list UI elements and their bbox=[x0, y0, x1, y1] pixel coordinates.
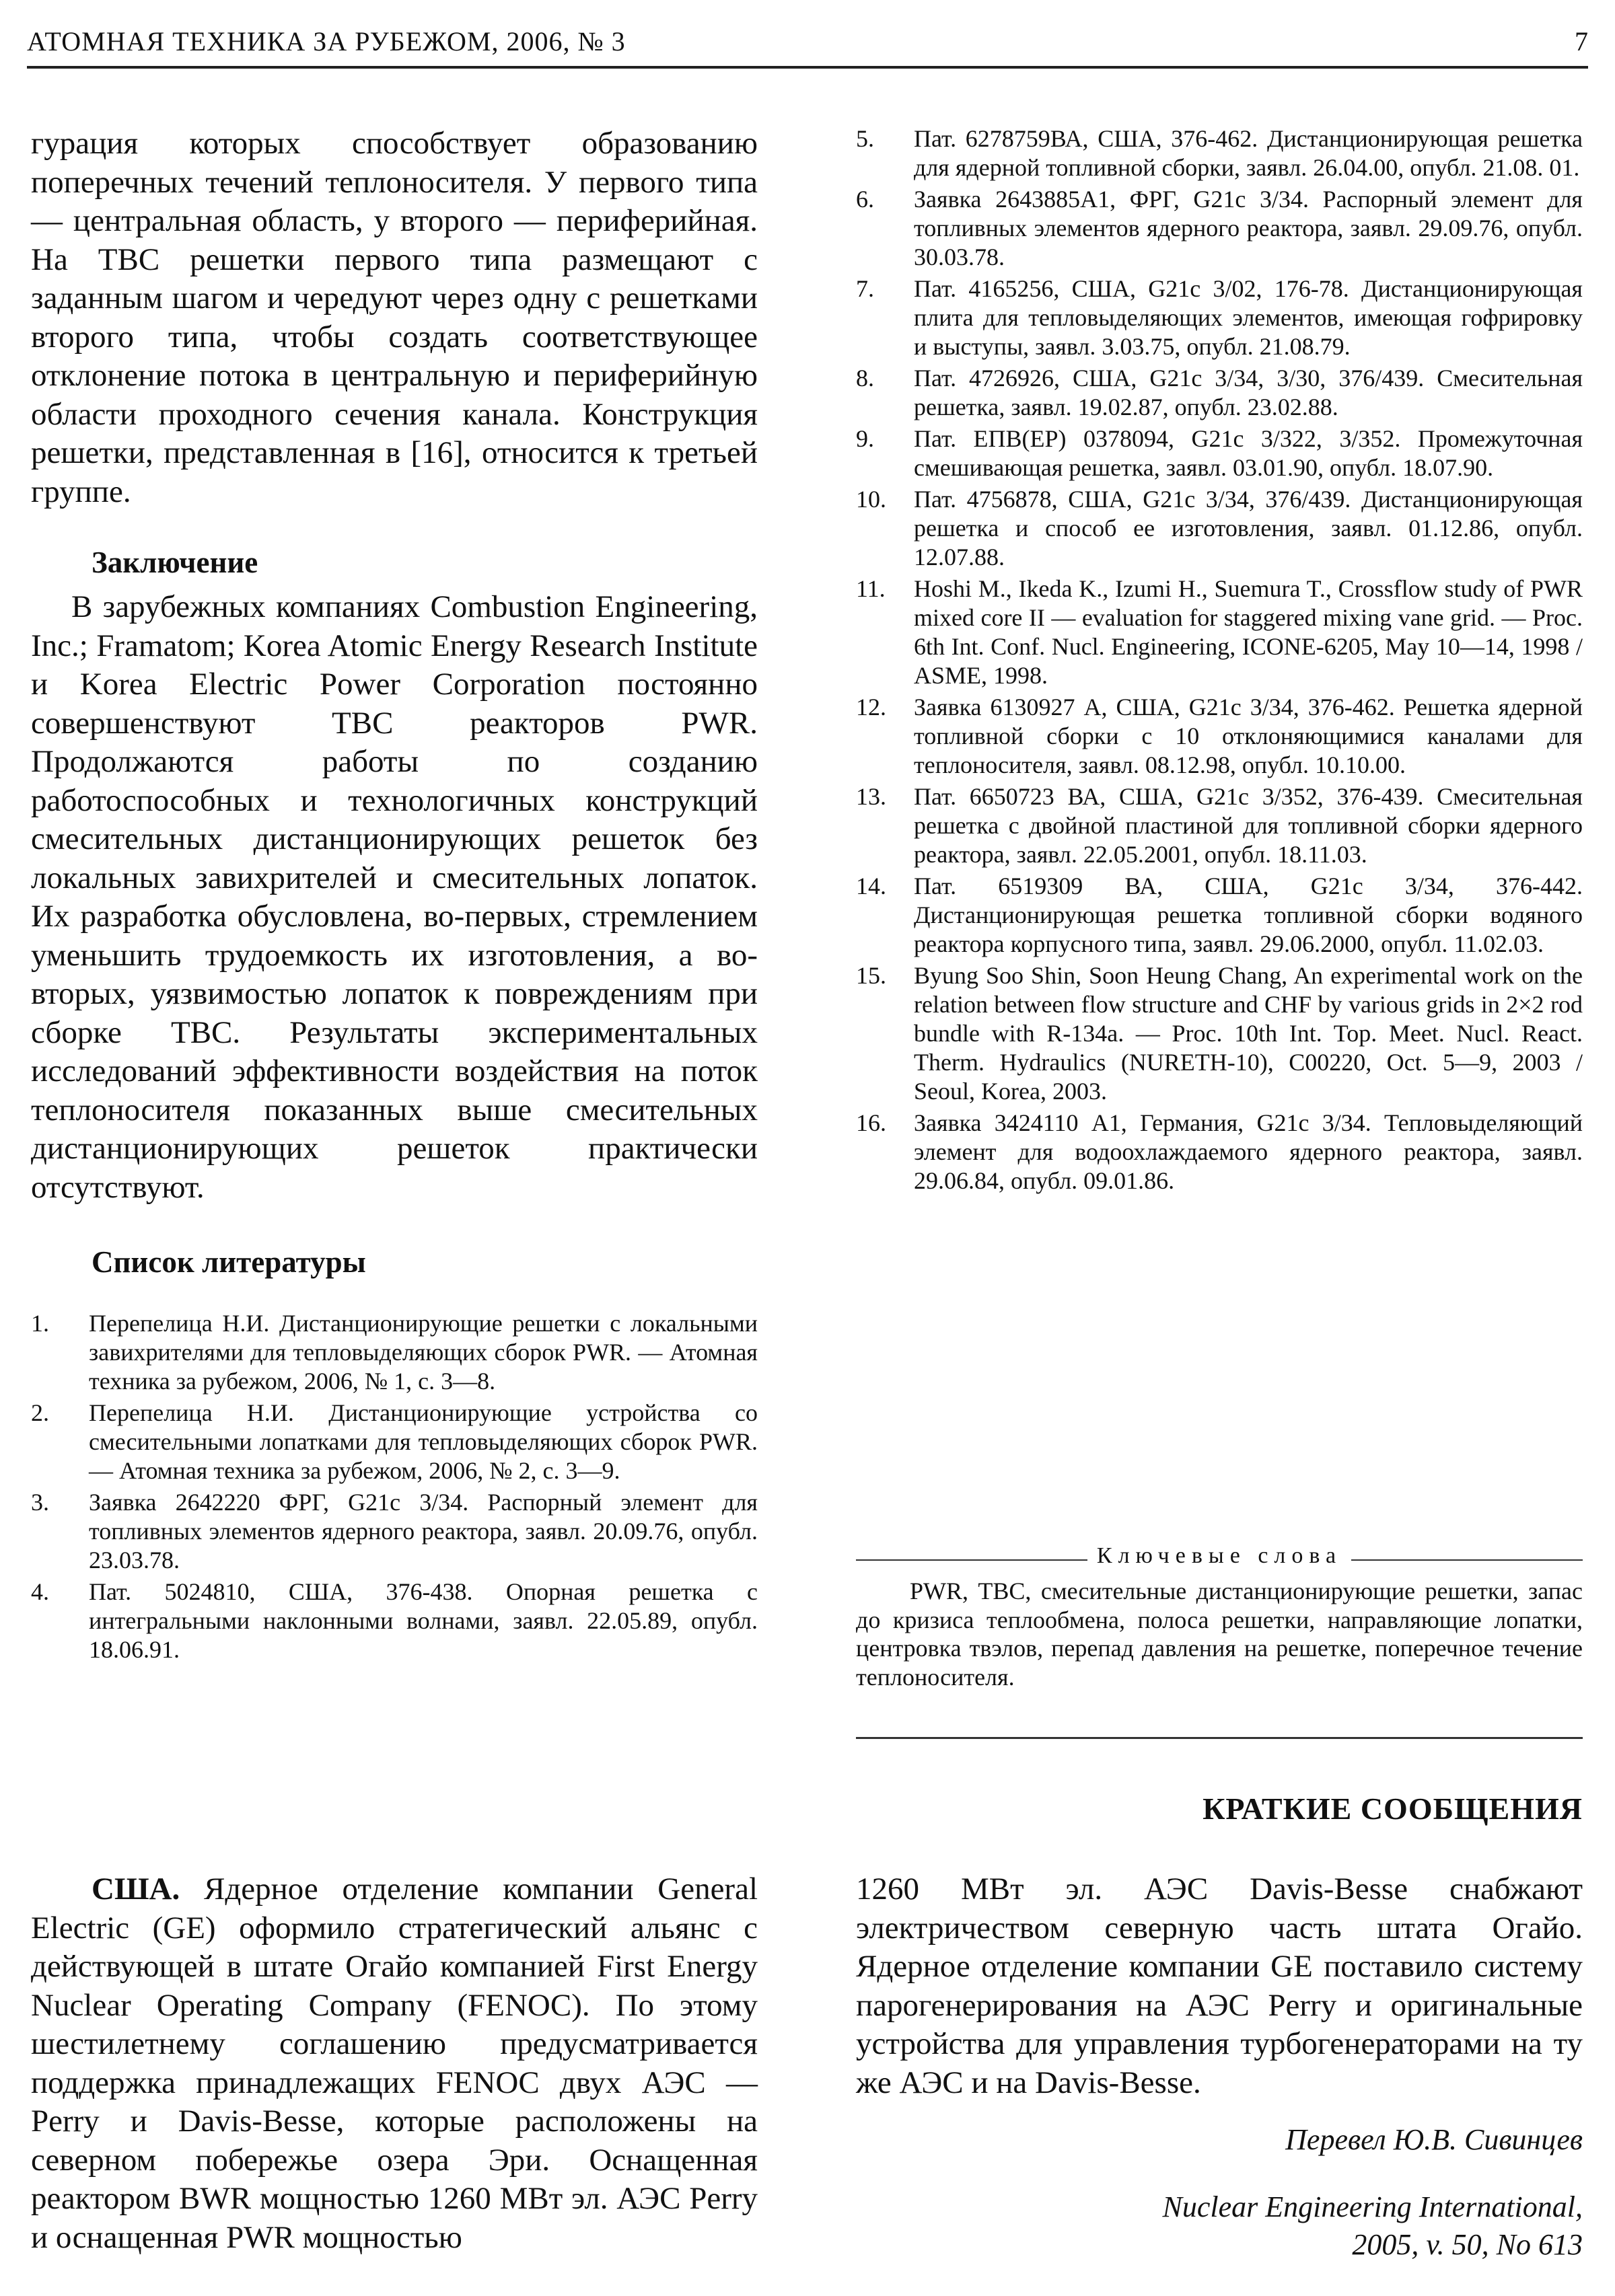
conclusion-heading: Заключение bbox=[92, 546, 258, 579]
reference-item bbox=[31, 1488, 758, 1575]
reference-number: 5. bbox=[856, 125, 874, 152]
reference-number: 6. bbox=[856, 186, 874, 213]
reference-item bbox=[856, 693, 1583, 780]
source-line-1: Nuclear Engineering International, bbox=[1162, 2190, 1583, 2223]
reference-item bbox=[856, 575, 1583, 690]
page-number: 7 bbox=[1575, 26, 1588, 57]
reference-number: 15. bbox=[856, 962, 886, 989]
reference-text: Пат. 4165256, США, G21c 3/02, 176-78. Дистанционирующая плита для тепловыделяющих элементов, имеющая гофрировку и выступы, заявл. 3.03.75, опубл. 21.08.79. bbox=[914, 275, 1583, 360]
reference-text: Пат. 6519309 ВА, США, G21c 3/34, 376-442. Дистанционирующая решетка топливной сборки водяного реактора корпусного типа, заявл. 29.06.2000, опубл. 11.02.03. bbox=[914, 873, 1583, 957]
reference-text: Пат. 4756878, США, G21c 3/34, 376/439. Дистанционирующая решетка и способ ее изготовления, заявл. 01.12.86, опубл. 12.07.88. bbox=[914, 486, 1583, 570]
running-header bbox=[27, 19, 1588, 69]
reference-number: 11. bbox=[856, 575, 886, 602]
journal-title: АТОМНАЯ ТЕХНИКА ЗА РУБЕЖОМ, 2006, № 3 bbox=[27, 26, 626, 57]
keywords-title: Ключевые слова bbox=[1087, 1543, 1351, 1569]
reference-item bbox=[856, 274, 1583, 361]
reference-number: 8. bbox=[856, 365, 874, 392]
reference-text: Hoshi M., Ikeda K., Izumi H., Suemura T., Crossflow study of PWR mixed core II — evaluation for staggered mixing vane grid. — Proc. 6th Int. Conf. Nucl. Engineering, ICONE-6205, May 10—14, 1998 / ASME, 1998. bbox=[914, 575, 1583, 689]
news-section-title: КРАТКИЕ СООБЩЕНИЯ bbox=[1203, 1791, 1583, 1826]
reference-text: Заявка 2643885А1, ФРГ, G21c 3/34. Распорный элемент для топливных элементов ядерного реактора, заявл. 29.09.76, опубл. 30.03.78. bbox=[914, 186, 1583, 270]
reference-text: Перепелица Н.И. Дистанционирующие устройства со смесительными лопатками для тепловыделяющих сборок PWR. — Атомная техника за рубежом, 2006, № 2, с. 3—9. bbox=[89, 1399, 758, 1484]
reference-item bbox=[856, 364, 1583, 422]
reference-item bbox=[856, 185, 1583, 272]
reference-item bbox=[31, 1399, 758, 1485]
reference-item bbox=[31, 1578, 758, 1664]
reference-item bbox=[856, 872, 1583, 959]
reference-number: 10. bbox=[856, 486, 886, 513]
reference-text: Пат. ЕПВ(ЕР) 0378094, G21c 3/322, 3/352. Промежуточная смешивающая решетка, заявл. 03.01.90, опубл. 18.07.90. bbox=[914, 425, 1583, 481]
reference-number: 2. bbox=[31, 1399, 49, 1426]
reference-number: 1. bbox=[31, 1310, 49, 1337]
reference-list-right bbox=[856, 124, 1583, 1195]
reference-number: 13. bbox=[856, 783, 886, 810]
reference-text: Заявка 2642220 ФРГ, G21c 3/34. Распорный элемент для топливных элементов ядерного реактора, заявл. 20.09.76, опубл. 23.03.78. bbox=[89, 1489, 758, 1573]
right-column bbox=[856, 124, 1583, 1198]
reference-text: Перепелица Н.И. Дистанционирующие решетки с локальными завихрителями для тепловыделяющих сборок PWR. — Атомная техника за рубежом, 2006, № 1, с. 3—8. bbox=[89, 1310, 758, 1395]
news-left-text: Ядерное отделение компании General Electric (GE) оформило стратегический альянс с действующей в штате Огайо компанией First Energy Nuclear Operating Company (FENOC). По этому шестилетнему соглашению предусматривается поддержка принадлежащих FENOC двух АЭС — Perry и Davis-Besse, которые расположены на северном побережье озера Эри. Оснащенная реактором BWR мощностью 1260 МВт эл. АЭС Perry и оснащенная PWR мощностью bbox=[31, 1872, 758, 2255]
reference-item bbox=[856, 424, 1583, 482]
reference-number: 14. bbox=[856, 873, 886, 899]
reference-number: 16. bbox=[856, 1109, 886, 1136]
news-right-text: 1260 МВт эл. АЭС Davis-Besse снабжают электричеством северную часть штата Огайо. Ядерное отделение компании GE поставило систему парогенерирования на АЭС Perry и оригинальные устройства для управления турбогенераторами на ту же АЭС и на Davis-Besse. bbox=[856, 1872, 1583, 2100]
translator-credit: Перевел Ю.В. Сивинцев bbox=[1285, 2123, 1583, 2156]
conclusion-text: В зарубежных компаниях Combustion Engineering, Inc.; Framatom; Korea Atomic Energy Research Institute и Korea Electric Power Corporation постоянно совершенствуют ТВС реакторов PWR. Продолжаются работы по созданию работоспособных и технологичных конструкций смесительных дистанционирующих решеток без локальных завихрителей и смесительных лопаток. Их разработка обусловлена, во-первых, стремлением уменьшить трудоемкость их изготовления, а во-вторых, уязвимостью лопаток к повреждениям при сборке ТВС. Результаты экспериментальных исследований эффективности воздействия на поток теплоносителя показанных выше смесительных дистанционирующих решеток практически отсутствуют. bbox=[31, 589, 758, 1205]
reference-item bbox=[856, 782, 1583, 869]
keywords-bottom-rule bbox=[856, 1737, 1583, 1739]
reference-number: 4. bbox=[31, 1578, 49, 1605]
reference-item bbox=[31, 1309, 758, 1396]
reference-number: 9. bbox=[856, 425, 874, 452]
reference-text: Byung Soo Shin, Soon Heung Chang, An experimental work on the relation between flow structure and CHF by various grids in 2×2 rod bundle with R-134a. — Proc. 10th Int. Top. Meet. Nucl. React. Therm. Hydraulics (NURETH-10), C00220, Oct. 5—9, 2003 / Seoul, Korea, 2003. bbox=[914, 962, 1583, 1105]
reference-text: Пат. 6650723 ВА, США, G21c 3/352, 376-439. Смесительная решетка с двойной пластиной для топливной сборки ядерного реактора, заявл. 22.05.2001, опубл. 18.11.03. bbox=[914, 783, 1583, 868]
reference-item bbox=[856, 485, 1583, 572]
reference-text: Заявка 3424110 А1, Германия, G21c 3/34. Тепловыделяющий элемент для водоохлаждаемого ядерного реактора, заявл. 29.06.84, опубл. 09.01.86. bbox=[914, 1109, 1583, 1194]
news-paragraph bbox=[31, 1870, 758, 2257]
source-line-2: 2005, v. 50, No 613 bbox=[1352, 2228, 1583, 2261]
reference-item bbox=[856, 961, 1583, 1106]
news-lead: США. bbox=[92, 1872, 180, 1906]
news-right-column bbox=[856, 1870, 1583, 2264]
left-column bbox=[31, 124, 758, 1667]
reference-number: 7. bbox=[856, 275, 874, 302]
reference-item bbox=[856, 1109, 1583, 1195]
keywords-title-row bbox=[856, 1543, 1583, 1577]
reference-number: 12. bbox=[856, 694, 886, 720]
keywords-text: PWR, ТВС, смесительные дистанционирующие решетки, запас до кризиса теплообмена, полоса решетки, направляющие лопатки, центровка твэлов, перепад давления на решетке, поперечное течение теплоносителя. bbox=[856, 1578, 1583, 1691]
reference-list-left bbox=[31, 1309, 758, 1664]
reference-item bbox=[856, 124, 1583, 182]
intro-paragraph: гурация которых способствует образованию поперечных течений теплоносителя. У первого типа — центральная область, у второго — периферийная. На ТВС решетки первого типа размещают с заданным шагом и чередуют через одну с решетками второго типа, чтобы создать соответствующее отклонение потока в центральную и периферийную области проходного сечения канала. Конструкция решетки, представленная в [16], относится к третьей группе. bbox=[31, 126, 758, 509]
news-left-column bbox=[31, 1870, 758, 2257]
references-heading: Список литературы bbox=[92, 1245, 366, 1279]
reference-text: Пат. 6278759ВА, США, 376-462. Дистанционирующая решетка для ядерной топливной сборки, заявл. 26.04.00, опубл. 21.08. 01. bbox=[914, 125, 1583, 181]
reference-number: 3. bbox=[31, 1489, 49, 1516]
reference-text: Пат. 5024810, США, 376-438. Опорная решетка с интегральными наклонными волнами, заявл. 22.05.89, опубл. 18.06.91. bbox=[89, 1578, 758, 1663]
reference-text: Пат. 4726926, США, G21c 3/34, 3/30, 376/439. Смесительная решетка, заявл. 19.02.87, опубл. 23.02.88. bbox=[914, 365, 1583, 420]
reference-text: Заявка 6130927 А, США, G21c 3/34, 376-462. Решетка ядерной топливной сборки с 10 отклоняющимися каналами для теплоносителя, заявл. 08.12.98, опубл. 10.10.00. bbox=[914, 694, 1583, 778]
